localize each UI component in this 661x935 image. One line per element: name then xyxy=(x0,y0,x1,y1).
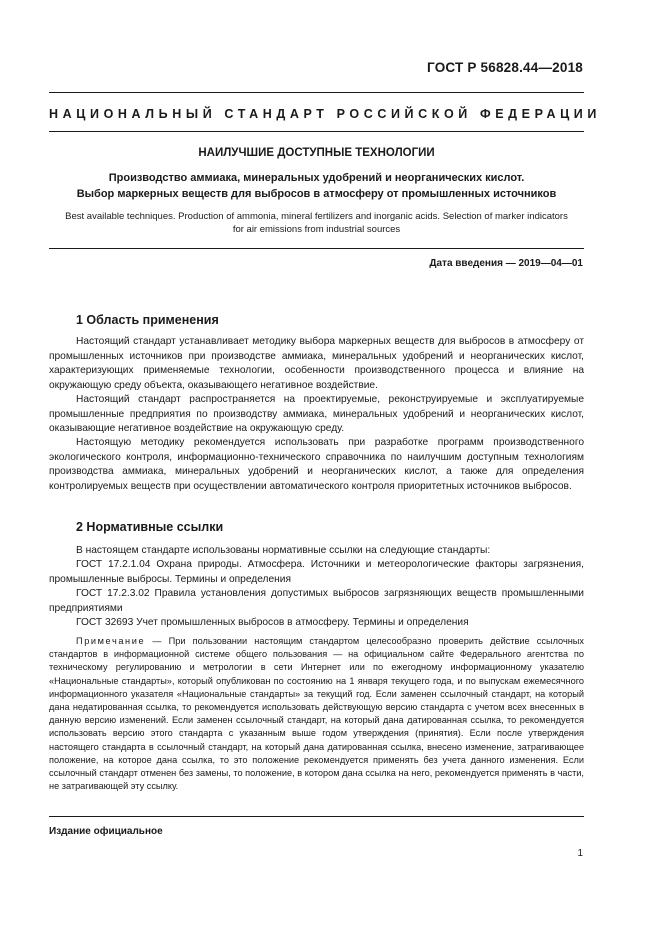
english-title-line-2: for air emissions from industrial sources xyxy=(232,224,401,235)
english-title-line-1: Best available techniques. Production of ammonia, mineral fertilizers and inorganic acids. Selection of marker indicators xyxy=(65,211,568,222)
section-1-paragraph-2: Настоящий стандарт распространяется на проектируемые, реконструируемые и эксплуатируемые промышленные предприятия по производству аммиака, минеральных удобрений и неорганических кислот, оказывающие негативное воздействие на окружающую среду. xyxy=(49,394,584,434)
note-label: Примечание xyxy=(76,636,146,646)
section-1-paragraph-1: Настоящий стандарт устанавливает методику выбора маркерных веществ для выбросов в атмосферу от промышленных источников при производстве аммиака, минеральных удобрений и неорганических кислот, характеризующих применяемые технологии, особенности производственного процесса и влияние на окружающую среду объекта, оказывающего негативное воздействие. xyxy=(49,336,584,391)
standard-subtitle xyxy=(49,170,584,202)
section-2-heading: 2 Нормативные ссылки xyxy=(76,520,224,534)
standard-title: НАИЛУЧШИЕ ДОСТУПНЫЕ ТЕХНОЛОГИИ xyxy=(198,147,435,159)
national-standard-title: НАЦИОНАЛЬНЫЙ СТАНДАРТ РОССИЙСКОЙ ФЕДЕРАЦИИ xyxy=(49,107,601,121)
note-paragraph xyxy=(49,635,584,793)
section-1-heading: 1 Область применения xyxy=(76,313,219,327)
section-1-paragraph-3: Настоящую методику рекомендуется использовать при разработке программ производственного экологического контроля, информационно-технического справочника по наилучшим доступным технологиям производства аммиака, минеральных удобрений и неорганических кислот, а также для определения контролируемых веществ при осуществлении автоматического контроля приоритетных источников выбросов. xyxy=(49,437,584,492)
document-code: ГОСТ Р 56828.44—2018 xyxy=(427,60,583,75)
official-edition-label: Издание официальное xyxy=(49,826,163,837)
page-number: 1 xyxy=(577,848,583,859)
reference-item: ГОСТ 17.2.1.04 Охрана природы. Атмосфера. Источники и метеорологические факторы загрязнения, промышленные выбросы. Термины и определения xyxy=(49,559,584,585)
footer-rule xyxy=(49,816,584,817)
english-title xyxy=(49,210,584,236)
header-rule-top xyxy=(49,92,584,93)
title-divider xyxy=(49,248,584,249)
header-rule-bottom xyxy=(49,131,584,132)
note-text: — При пользовании настоящим стандартом целесообразно проверить действие ссылочных стандартов в информационной системе общего пользования — на официальном сайте Федерального агентства по техническому регулированию и метрологии в сети Интернет или по ежегодному информационному указателю «Национальные стандарты», который опубликован по состоянию на 1 января текущего года, и по выпускам ежемесячного информационного указателя «Национальные стандарты» за текущий год. Если заменен ссылочный стандарт, на который дана недатированная ссылка, то рекомендуется использовать действующую версию стандарта с учетом всех внесенных в данную версию изменений. Если заменен ссылочный стандарт, на который дана датированная ссылка, то рекомендуется использовать версию этого стандарта с указанным выше годом утверждения (принятия). Если после утверждения настоящего стандарта в ссылочный стандарт, на который дана датированная ссылка, внесено изменение, затрагивающее положение, на которое дана ссылка, то это положение рекомендуется применять без учета данного изменения. Если ссылочный стандарт отменен без замены, то положение, в котором дана ссылка на него, рекомендуется применять в части, не затрагивающей эту ссылку. xyxy=(49,636,584,792)
subtitle-line-1: Производство аммиака, минеральных удобрений и неорганических кислот. xyxy=(108,172,525,184)
reference-item: ГОСТ 32693 Учет промышленных выбросов в атмосферу. Термины и определения xyxy=(76,617,469,628)
reference-item: ГОСТ 17.2.3.02 Правила установления допустимых выбросов загрязняющих веществ промышленными предприятиями xyxy=(49,588,584,614)
subtitle-line-2: Выбор маркерных веществ для выбросов в атмосферу от промышленных источников xyxy=(76,188,557,200)
section-2-intro: В настоящем стандарте использованы нормативные ссылки на следующие стандарты: xyxy=(76,545,491,556)
introduction-date: Дата введения — 2019—04—01 xyxy=(429,258,583,269)
